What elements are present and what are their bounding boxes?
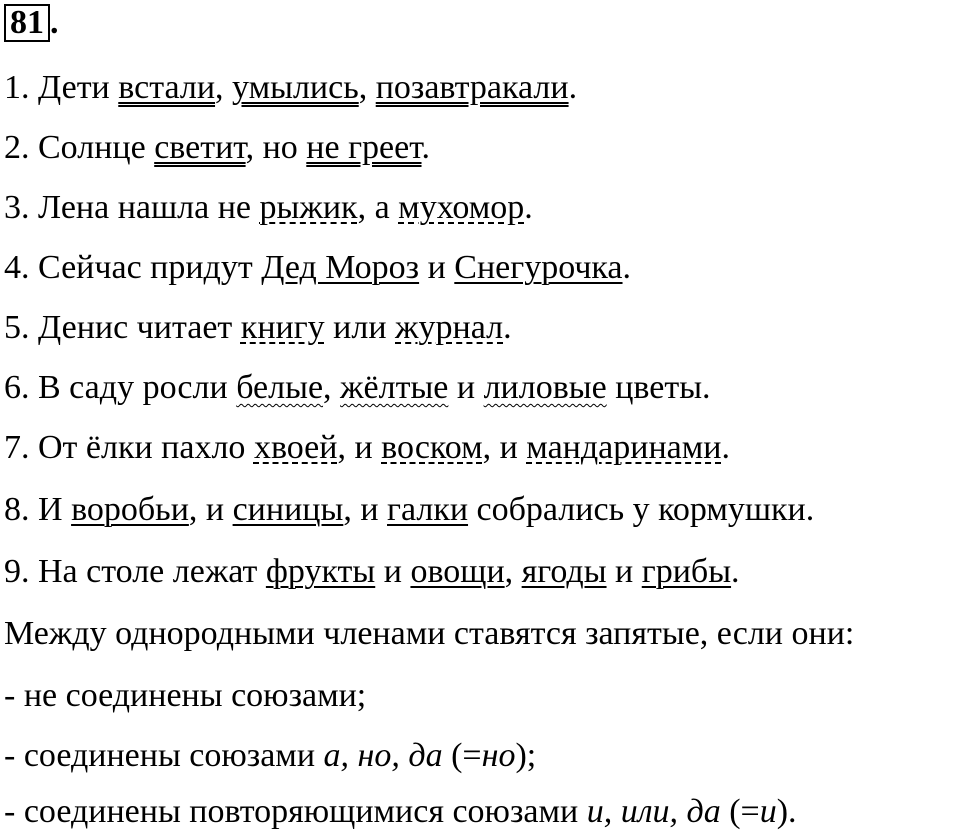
sentence-text: .: [421, 129, 431, 166]
subject-word: овощи: [410, 553, 505, 590]
sentence-5: [4, 308, 512, 348]
sentence-text: На столе лежат: [38, 553, 266, 590]
rule-text: - соединены повторяющимися союзами: [4, 793, 587, 830]
subject-word: грибы: [641, 553, 732, 590]
subject-word: галки: [387, 491, 469, 528]
object-word: рыжик: [259, 189, 358, 226]
sentence-text: Лена нашла не: [38, 189, 260, 226]
subject-word: Дед Мороз: [261, 249, 420, 286]
subject-word: фрукты: [265, 553, 376, 590]
sentence-number: 8.: [4, 491, 38, 528]
sentence-text: В саду росли: [38, 369, 237, 406]
sentence-text: и: [375, 553, 411, 590]
sentence-text: , и: [482, 429, 527, 466]
sentence-text: цветы.: [606, 369, 711, 406]
predicate-word: позавтракали: [375, 69, 569, 106]
attribute-word: жёлтые: [340, 369, 449, 406]
sentence-text: .: [721, 429, 730, 466]
predicate-word: не греет: [306, 129, 422, 166]
sentence-text: , и: [188, 491, 233, 528]
sentence-text: , а: [357, 189, 399, 226]
object-word: мухомор: [398, 189, 525, 226]
rule-item-1: - не соединены союзами;: [4, 677, 367, 714]
attribute-word: белые: [236, 369, 324, 406]
sentence-7: [4, 428, 730, 468]
sentence-number: 5.: [4, 309, 38, 346]
sentence-number: 2.: [4, 129, 38, 166]
sentence-text: или: [324, 309, 396, 346]
object-word: мандаринами: [526, 429, 722, 466]
sentence-text: ,: [323, 369, 341, 406]
sentence-text: ,: [504, 553, 522, 590]
sentence-text: От ёлки пахло: [38, 429, 254, 466]
task-number-dot: .: [50, 4, 59, 41]
sentence-text: и: [419, 249, 455, 286]
attribute-word: лиловые: [483, 369, 607, 406]
sentence-number: 1.: [4, 69, 38, 106]
sentence-8: [4, 490, 814, 530]
sentence-number: 9.: [4, 553, 38, 590]
sentence-text: Сейчас придут: [38, 249, 262, 286]
rule-text: (=: [720, 793, 760, 830]
sentence-text: и: [448, 369, 484, 406]
sentence-2: [4, 128, 430, 168]
subject-word: Снегурочка: [454, 249, 623, 286]
sentence-text: , но: [245, 129, 307, 166]
sentence-text: , и: [343, 491, 388, 528]
rule-item-2: [4, 736, 536, 776]
predicate-word: умылись: [232, 69, 359, 106]
rule-item-3: [4, 792, 797, 832]
sentence-number: 3.: [4, 189, 38, 226]
sentence-number: 6.: [4, 369, 38, 406]
object-word: воском: [381, 429, 483, 466]
object-word: книгу: [240, 309, 325, 346]
object-word: журнал: [395, 309, 504, 346]
sentence-4: [4, 248, 631, 288]
object-word: хвоей: [253, 429, 338, 466]
sentence-text: Солнце: [38, 129, 155, 166]
sentence-number: 7.: [4, 429, 38, 466]
sentence-text: и: [606, 553, 642, 590]
sentence-text: собрались у кормушки.: [468, 491, 815, 528]
conjunctions: и, или, да: [586, 793, 721, 830]
sentence-text: Денис читает: [38, 309, 241, 346]
sentence-text: .: [622, 249, 632, 286]
sentence-1: [4, 68, 577, 108]
predicate-word: светит: [154, 129, 246, 166]
rule-text: );: [515, 737, 537, 774]
rule-intro: Между однородными членами ставятся запятые, если они:: [4, 615, 855, 652]
conjunctions: а, но, да: [323, 737, 443, 774]
subject-word: ягоды: [521, 553, 607, 590]
rule-text: - соединены союзами: [4, 737, 324, 774]
sentence-3: [4, 188, 533, 228]
subject-word: воробьи: [71, 491, 189, 528]
sentence-9: [4, 552, 740, 592]
sentence-text: ,: [358, 69, 376, 106]
rule-text: (=: [442, 737, 482, 774]
rule-text: ).: [776, 793, 797, 830]
sentence-text: , и: [337, 429, 382, 466]
sentence-text: Дети: [38, 69, 119, 106]
conjunction: но: [481, 737, 516, 774]
conjunction: и: [759, 793, 777, 830]
predicate-word: встали: [118, 69, 216, 106]
task-number: [4, 4, 59, 42]
subject-word: синицы: [232, 491, 344, 528]
sentence-text: .: [731, 553, 740, 590]
sentence-text: .: [503, 309, 512, 346]
task-number-box: 81: [4, 4, 50, 42]
sentence-text: И: [38, 491, 72, 528]
sentence-text: ,: [215, 69, 233, 106]
sentence-6: [4, 368, 711, 408]
sentence-text: .: [568, 69, 578, 106]
sentence-number: 4.: [4, 249, 38, 286]
sentence-text: .: [524, 189, 533, 226]
